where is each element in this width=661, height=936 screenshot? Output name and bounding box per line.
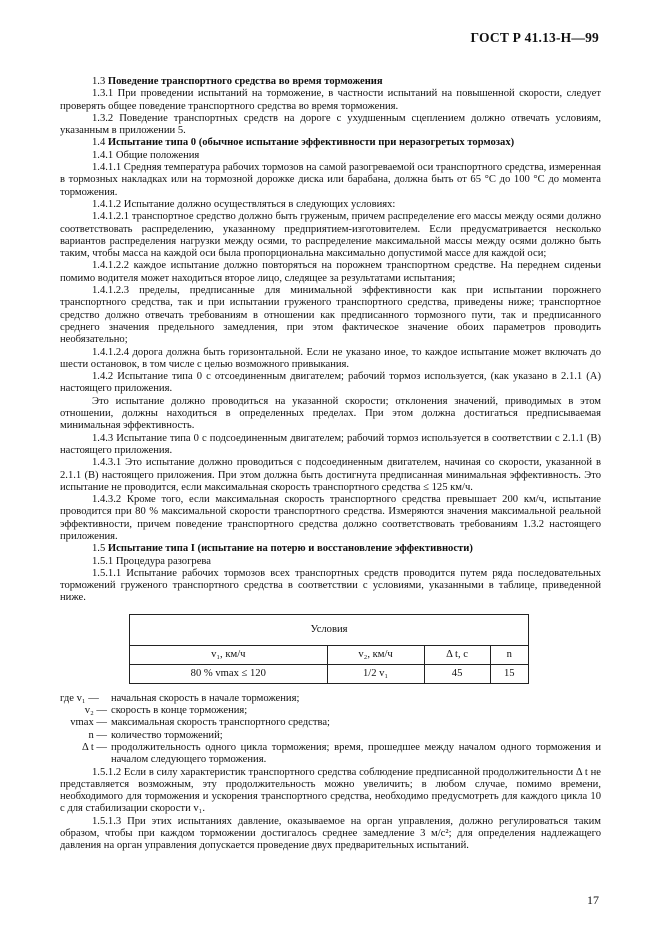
document-body (60, 76, 601, 853)
paragraph-list-after-table (60, 767, 601, 853)
definition-item (60, 742, 601, 767)
table-row (130, 664, 529, 683)
clause-number: 1.3.2 (92, 112, 114, 124)
clause-number: 1.4.3.2 (92, 494, 122, 506)
clause-number: 1.4.3 (92, 432, 114, 444)
document-code-header: ГОСТ Р 41.13-Н—99 (470, 30, 599, 45)
paragraph (60, 137, 601, 149)
clause-number: 1.3.1 (92, 88, 114, 100)
clause-number: 1.5.1.1 (92, 567, 122, 579)
clause-number: 1.5 (92, 543, 106, 555)
clause-number: 1.4.1.2.4 (92, 346, 130, 358)
paragraph-text: Это испытание должно проводиться с подсоединенным двигателем, начиная со скорости, указанной в 2.1.1 (В) настоящего приложения. При этом должна быть достигнута предписанная минимальная эффективность. Это испытание не проводится, если максимальная скорость транспортного средства ≤ 125 км/ч. (60, 457, 601, 493)
definition-text: скорость в конце торможения; (111, 705, 248, 717)
table-cell: 80 % vmax ≤ 120 (130, 664, 328, 683)
table-title: Условия (130, 614, 529, 645)
paragraph-text: Общие положения (115, 149, 200, 161)
table-header-cell: n (490, 645, 528, 664)
paragraph (60, 199, 601, 211)
table-header-cell: v₁, км/ч (130, 645, 328, 664)
paragraph-list (60, 76, 601, 605)
definition-item (60, 693, 601, 705)
paragraph-text: Кроме того, если максимальная скорость транспортного средства превышает 200 км/ч, испытание проводится при 80 % максимальной скорости транспортного средства. Измеряются значения максимальной реальной эффективности, причем поведение транспортного средства должно соответствовать требованиям 1.3.2 настоящего приложения. (60, 494, 601, 542)
table-cell: 1/2 v₁ (327, 664, 424, 683)
paragraph-text: При этих испытаниях давление, оказываемое на орган управления, должно регулироваться таким образом, чтобы при каждом торможении достигалось среднее замедление 3 м/с²; для определения надлежащего давления на орган управления допускается проведение двух предварительных испытаний. (60, 815, 601, 852)
definitions-prefix: где v₁ — (60, 692, 99, 704)
paragraph (60, 347, 601, 372)
conditions-table (129, 614, 529, 684)
paragraph (60, 543, 601, 555)
paragraph-text: Средняя температура рабочих тормозов на самой разогреваемой оси транспортного средства, измеренная в тормозных накладках или на тормозной дорожке диска или барабана, должна быть от 65 °С до 100 °С до момента торможения. (60, 162, 601, 198)
clause-number: 1.5.1 (92, 555, 114, 567)
clause-number: 1.4.1.2.3 (92, 285, 130, 297)
clause-number: 1.5.1.3 (92, 815, 122, 827)
paragraph-text: При проведении испытаний на торможение, в частности испытаний на повышенной скорости, следует проверять общее поведение транспортного средства во время торможения. (60, 88, 602, 112)
paragraph-text: Испытание рабочих тормозов всех транспортных средств проводится путем ряда последовательных торможений груженого транспортного средства в соответствии с условиями, указанными в таблице, приведенной ниже. (60, 567, 601, 604)
clause-number: 1.4.2 (92, 371, 114, 383)
section-heading: Поведение транспортного средства во время торможения (107, 76, 383, 87)
paragraph (60, 767, 601, 816)
paragraph-text: Если в силу характеристик транспортного средства соблюдение предписанной продолжительности Δ t не представляется возможным, эту продолжительность можно увеличить; в любом случае, помимо времени, необходимого для торможения и ускорения транспортного средства, необходимо предусмотреть для каждого цикла 10 с для стабилизации скорости v₁. (60, 766, 601, 815)
paragraph (60, 433, 601, 458)
paragraph (60, 556, 601, 568)
definition-text: продолжительность одного цикла торможения; время, прошедшее между началом одного торможения и началом следующего торможения. (111, 741, 601, 766)
table-header-row (130, 645, 529, 664)
definition-symbol: Δ t — (81, 741, 107, 753)
paragraph (60, 211, 601, 260)
definition-item (60, 705, 601, 717)
definitions-list (60, 693, 601, 767)
paragraph-text: дорога должна быть горизонтальной. Если не указано иное, то каждое испытание может включать до шести остановок, в том числе с целью возможного привыкания. (60, 346, 601, 370)
paragraph (60, 285, 601, 346)
paragraph-text: Поведение транспортных средств на дороге с ухудшенным сцеплением должно отвечать условиям, указанным в приложении 5. (60, 112, 602, 137)
definition-text: количество торможений; (111, 729, 223, 741)
paragraph-text: Испытание должно осуществляться в следующих условиях: (123, 198, 396, 210)
clause-number: 1.3 (92, 76, 106, 87)
paragraph (60, 494, 601, 543)
clause-number: 1.4.1.2.2 (92, 260, 130, 272)
paragraph-text: Испытание типа 0 с подсоединенным двигателем; рабочий тормоз используется в соответствии с 2.1.1 (В) настоящего приложения. (60, 432, 601, 456)
paragraph (60, 113, 601, 138)
page-number: 17 (587, 893, 599, 907)
paragraph-text: Это испытание должно проводиться на указанной скорости; отклонения значений, приводимых в этом отношении, должны находиться в определенных пределах. При этом должна достигаться предписываемая минимальная эффективность. (60, 395, 601, 432)
paragraph (60, 162, 601, 199)
table-header-cell: v₂, км/ч (327, 645, 424, 664)
paragraph (60, 371, 601, 396)
clause-number: 1.4 (92, 137, 106, 149)
definition-symbol: vmax — (70, 717, 107, 729)
clause-number: 1.4.3.1 (92, 457, 122, 469)
definition-item (60, 730, 601, 742)
paragraph-text: Испытание типа 0 с отсоединенным двигателем; рабочий тормоз используется, (как указано в 2.1.1 (А) настоящего приложения. (60, 371, 601, 395)
table-cell: 45 (424, 664, 490, 683)
clause-number: 1.4.1.2.1 (92, 211, 130, 223)
clause-number: 1.4.1.2 (92, 198, 122, 210)
definition-text: начальная скорость в начале торможения; (111, 692, 300, 704)
definition-symbol: n — (88, 729, 107, 741)
table-header-cell: Δ t, c (424, 645, 490, 664)
paragraph (60, 457, 601, 494)
paragraph (60, 260, 601, 285)
clause-number: 1.5.1.2 (92, 766, 122, 778)
section-heading: Испытание типа 0 (обычное испытание эффективности при неразогретых тормозах) (107, 137, 515, 149)
paragraph (60, 88, 601, 113)
paragraph-text: Процедура разогрева (115, 555, 211, 567)
paragraph (60, 568, 601, 605)
definition-item (60, 717, 601, 729)
paragraph-text: каждое испытание должно повторяться на порожнем транспортном средстве. На переднем сиденьи помимо водителя может находиться второе лицо, следящее за результатами испытания; (60, 260, 601, 284)
paragraph (60, 76, 601, 88)
paragraph-text: транспортное средство должно быть груженым, причем распределение его массы между осями должно соответствовать распределению, указанному предприятием-изготовителем. Если предусматривается несколько вариантов распределения нагрузки между осями, то распределение максимальной массы между осями должно быть таким, чтобы масса на каждой оси была пропорциональна максимально допустимой массе для каждой оси; (60, 211, 601, 260)
table-cell: 15 (490, 664, 528, 683)
paragraph (60, 816, 601, 853)
definition-text: максимальная скорость транспортного средства; (111, 717, 330, 729)
clause-number: 1.4.1 (92, 149, 114, 161)
section-heading: Испытание типа I (испытание на потерю и восстановление эффективности) (107, 543, 473, 555)
paragraph-text: пределы, предписанные для минимальной эффективности как при испытании порожнего транспортного средства, так и при испытании груженого транспортного средства, приведены ниже; транспортное средство должно отвечать требованиям в отношении как предписанного тормозного пути, так и предписанного среднего значения предельного замедления, при этом фактическое значение обоих параметров проводить необязательно; (60, 285, 601, 346)
paragraph (60, 396, 601, 433)
paragraph (60, 150, 601, 162)
clause-number: 1.4.1.1 (92, 162, 122, 174)
conditions-table-wrapper (129, 614, 601, 684)
definition-symbol: v₂ — (84, 705, 107, 717)
